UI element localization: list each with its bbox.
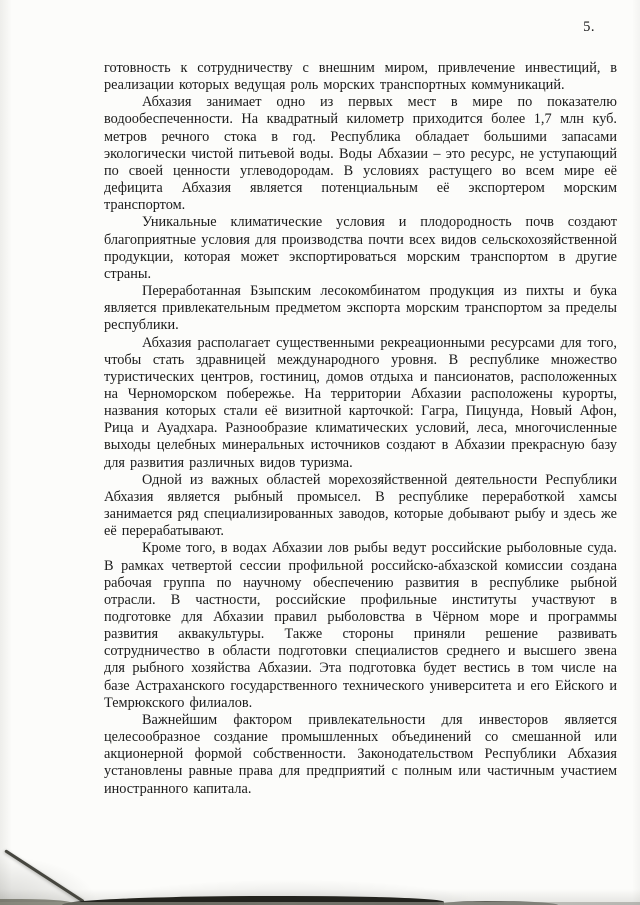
paragraph: Переработанная Бзыпским лесокомбинатом продукция из пихты и бука является привлекательным предметом экспорта морским транспортом за пределы республики.: [104, 283, 617, 334]
scan-scratch-mark: [4, 849, 84, 903]
paragraph: готовность к сотрудничеству с внешним миром, привлечение инвестиций, в реализации которых ведущая роль морских транспортных коммуникаций.: [104, 60, 617, 94]
paragraph: Важнейшим фактором привлекательности для инвесторов является целесообразное создание промышленных объединений со смешанной или акционерной формой собственности. Законодательством Республики Абхазия установлены равные права для предприятий с полным или частичным участием иностранного капитала.: [104, 711, 617, 797]
scan-shadow-bottom: [62, 896, 444, 905]
paragraph: Абхазия занимает одно из первых мест в мире по показателю водообеспеченности. На квадратный километр приходится более 1,7 млн куб. метров речного стока в год. Республика обладает большими запасами экологически чистой питьевой воды. Воды Абхазии – это ресурс, не уступающий по своей ценности углеводородам. В условиях растущего во всем мире её дефицита Абхазия является потенциальным её экспортером морским транспортом.: [104, 94, 617, 214]
document-text-block: [104, 60, 617, 798]
scan-shadow-bottom-right: [438, 901, 558, 905]
scan-smudge-left: [0, 899, 72, 905]
paragraph: Абхазия располагает существенными рекреационными ресурсами для того, чтобы стать здравницей международного уровня. В республике множество туристических центров, гостиниц, домов отдыха и пансионатов, расположенных на Черноморском побережье. На территории Абхазии расположены курорты, названия которых стали её визитной карточкой: Гагра, Пицунда, Новый Афон, Рица и Ауадхара. Разнообразие климатических условий, леса, многочисленные выходы целебных минеральных источников создают в Абхазии прекрасную базу для развития различных видов туризма.: [104, 334, 617, 471]
paragraph: Уникальные климатические условия и плодородность почв создают благоприятные условия для производства почти всех видов сельскохозяйственной продукции, которая может экспортироваться морским транспортом в другие страны.: [104, 214, 617, 282]
paragraph: Кроме того, в водах Абхазии лов рыбы ведут российские рыболовные суда. В рамках четвертой сессии профильной российско-абхазской комиссии создана рабочая группа по научному обеспечению развития в республике рыбной отрасли. В частности, российские профильные институты участвуют в подготовке для Абхазии правил рыболовства в Чёрном море и программы развития аквакультуры. Также стороны приняли решение развивать сотрудничество в области подготовки специалистов среднего и высшего звена для рыбного хозяйства Абхазии. Эта подготовка будет вестись в том числе на базе Астраханского государственного технического университета и его Ейского и Темрюкского филиалов.: [104, 540, 617, 711]
paragraph: Одной из важных областей морехозяйственной деятельности Республики Абхазия является рыбный промысел. В республике переработкой хамсы занимается ряд специализированных заводов, которые добывают рыбу и здесь же её перерабатывают.: [104, 471, 617, 540]
page-number: 5.: [583, 19, 595, 35]
